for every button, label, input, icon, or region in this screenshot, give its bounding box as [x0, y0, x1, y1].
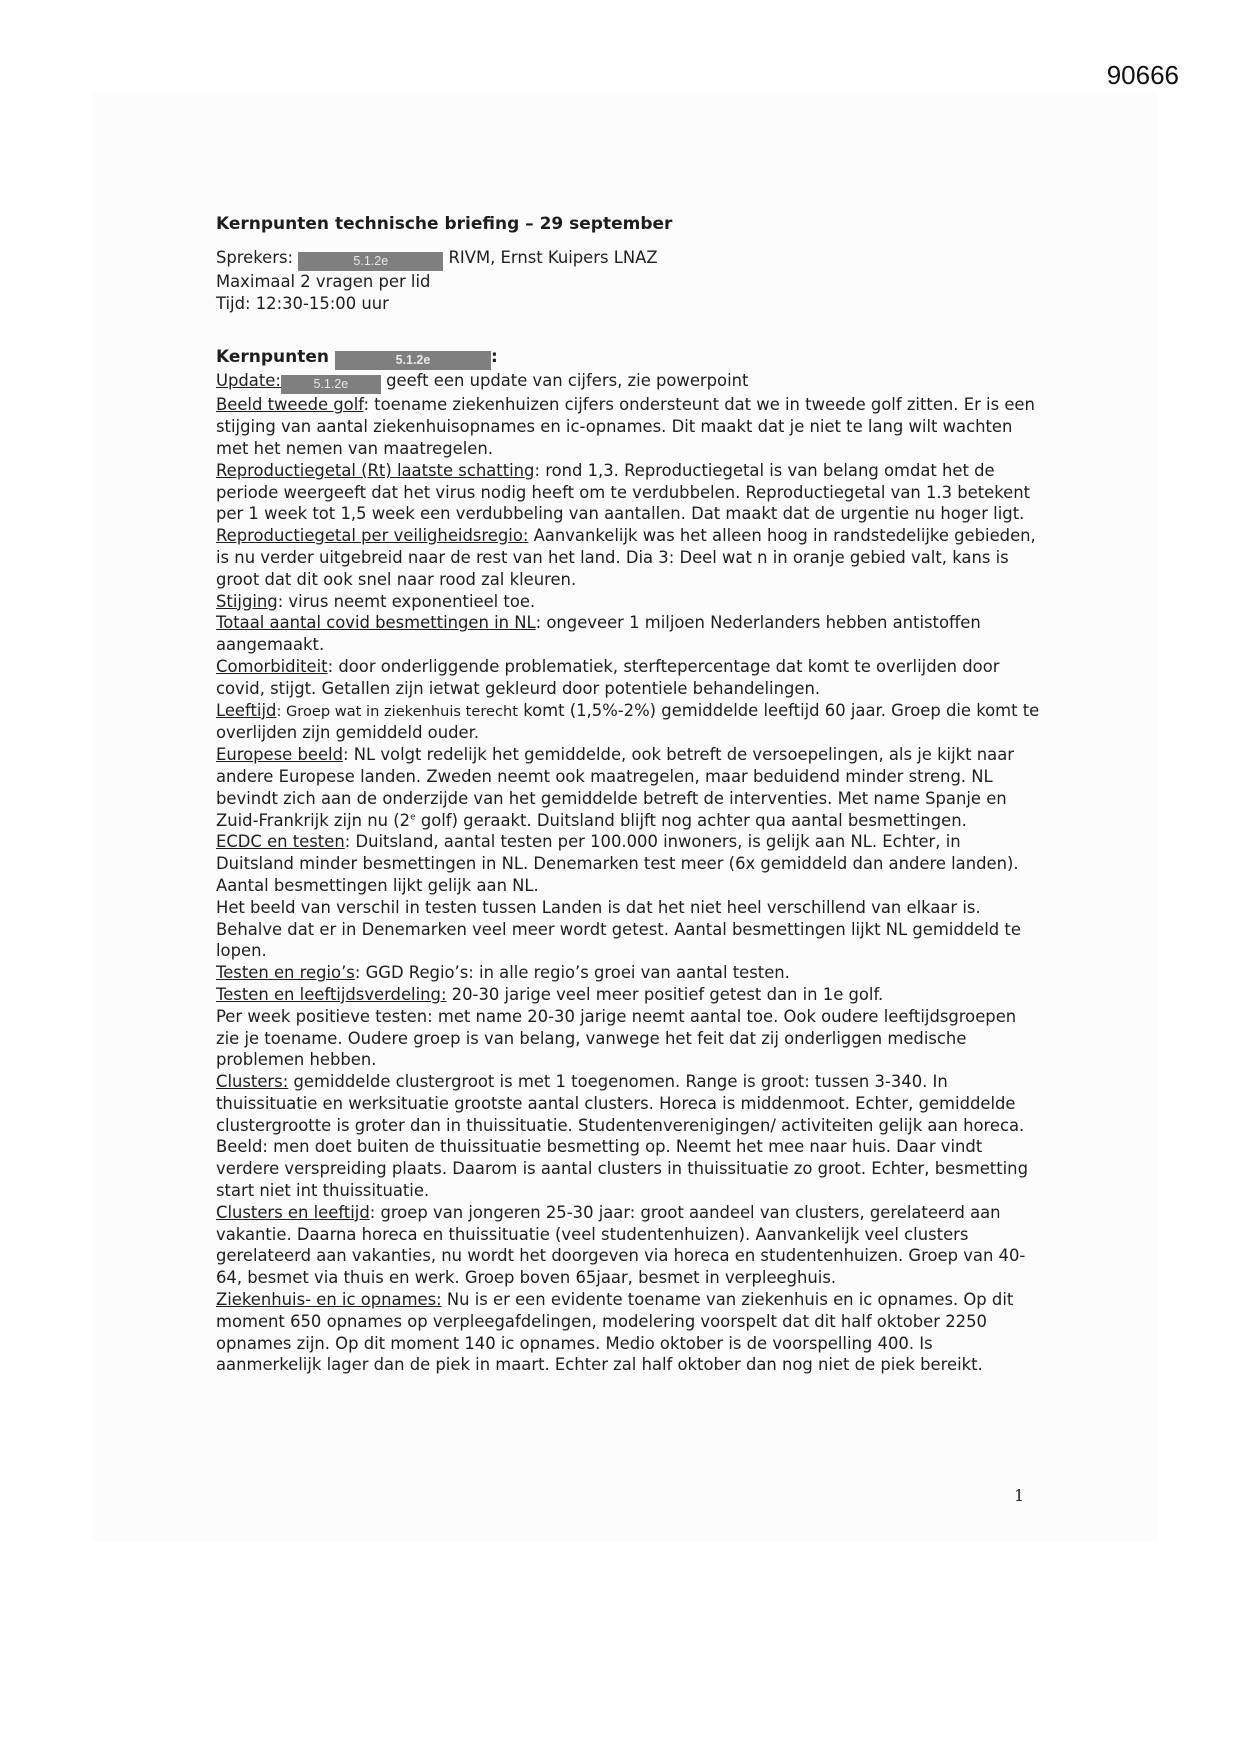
time-line: Tijd: 12:30-15:00 uur [216, 293, 389, 313]
item-text-tail: golf) geraakt. Duitsland blijft nog achter qua aantal besmettingen. [415, 810, 967, 830]
questions-line: Maximaal 2 vragen per lid [216, 271, 431, 291]
update-line [216, 370, 1040, 394]
item-label: Europese beeld [216, 745, 344, 765]
item-totaal-besmettingen [216, 612, 1040, 656]
kernpunten-colon: : [490, 347, 498, 368]
item-europese-beeld [216, 744, 1040, 831]
item-label: Beeld tweede golf [216, 395, 364, 415]
item-text: : GGD Regio’s: in alle regio’s groei van aantal testen. [354, 963, 790, 983]
item-text: : Duitsland, aantal testen per 100.000 inwoners, is gelijk aan NL. Echter, in Duitsland minder besmettingen in NL. Denemarken test meer (6x gemiddeld dan andere landen). Aantal besmettingen lijkt gelijk aan NL. [216, 832, 1019, 895]
document-content [216, 214, 1040, 1376]
item-label: Clusters en leeftijd [216, 1202, 370, 1222]
item-stijging [216, 591, 1040, 613]
item-label: Reproductiegetal (Rt) laatste schatting [216, 460, 535, 480]
redaction-box: 5.1.2e [298, 252, 443, 271]
superscript: e [410, 812, 416, 823]
redaction-box: 5.1.2e [281, 375, 381, 394]
speakers-rest: RIVM, Ernst Kuipers LNAZ [448, 247, 658, 267]
item-text: : NL volgt redelijk het gemiddelde, ook betreft de versoepelingen, als je kijkt naar andere Europese landen. Zweden neemt ook maatregelen, maar beduidend minder streng. NL bevindt zich aan de onderzijde van het gemiddelde betreft de interventies. Met name Spanje en Zuid-Frankrijk zijn nu (2 [216, 745, 1015, 830]
item-text: : groep van jongeren 25-30 jaar: groot aandeel van clusters, gerelateerd aan vakantie. Daarna horeca en thuissituatie (veel studentenhuizen). Aanvankelijk veel clusters gerelateerd aan vakanties, nu wordt het doorgeven via horeca en studentenhuizen. Groep van 40-64, besmet via thuis en werk. Groep boven 65jaar, besmet in verpleeghuis. [216, 1202, 1026, 1288]
item-label: Comorbiditeit [216, 656, 328, 676]
item-label: Testen en regio’s [216, 963, 355, 983]
item-text: gemiddelde clustergroot is met 1 toegenomen. Range is groot: tussen 3-340. In thuissituatie en werksituatie grootste aantal clusters. Horeca is middenmoot. Echter, gemiddelde clustergrootte is groter dan in thuissituatie. Studentenverenigingen/ activiteiten gelijk aan horeca. Beeld: men doet buiten de thuissituatie besmetting op. Neemt het mee naar huis. Daar vindt verdere verspreiding plaats. Daarom is aantal clusters in thuissituatie zo groot. Echter, besmetting start niet int thuissituatie. [216, 1072, 1028, 1201]
item-leeftijd [216, 700, 1040, 745]
meta-block [216, 247, 1040, 315]
document-title: Kernpunten technische briefing – 29 september [216, 214, 673, 234]
item-comorbiditeit [216, 656, 1040, 700]
item-label: Leeftijd [216, 700, 277, 720]
page-number: 1 [1014, 1486, 1025, 1505]
item-testen-regios [216, 962, 1040, 984]
item-text: : virus neemt exponentieel toe. [277, 591, 536, 611]
item-clusters-leeftijd [216, 1202, 1040, 1289]
item-text: Nu is er een evidente toename van ziekenhuis en ic opnames. Op dit moment 650 opnames op verpleegafdelingen, modelering voorspelt dat dit half oktober 2250 opnames zijn. Op dit moment 140 ic opnames. Medio oktober is de voorspelling 400. Is aanmerkelijk lager dan de piek in maart. Echter zal half oktober dan nog niet de piek bereikt. [216, 1290, 1014, 1375]
update-label: Update: [216, 371, 281, 391]
item-text: : toename ziekenhuizen cijfers ondersteunt dat we in tweede golf zitten. Er is een stijging van aantal ziekenhuisopnames en ic-opnames. Dit maakt dat je niet te lang wilt wachten met het nemen van maatregelen. [216, 395, 1035, 458]
item-ecdc-testen [216, 831, 1040, 896]
item-label: Ziekenhuis- en ic opnames: [216, 1290, 442, 1310]
item-text-small: : Groep wat in ziekenhuis terecht [276, 702, 518, 720]
item-label: Testen en leeftijdsverdeling: [216, 984, 447, 1004]
item-positieve-testen [216, 1006, 1040, 1071]
speakers-label: Sprekers: [216, 247, 294, 267]
item-text: komt (1,5%-2%) gemiddelde leeftijd 60 jaar. Groep die komt te overlijden zijn gemiddeld ouder. [216, 700, 1040, 743]
item-label: Reproductiegetal per veiligheidsregio: [216, 526, 529, 546]
kernpunten-heading [216, 347, 1040, 370]
item-text: 20-30 jarige veel meer positief getest dan in 1e golf. [446, 984, 884, 1004]
item-reproductiegetal [216, 460, 1040, 525]
redaction-box: 5.1.2e [335, 351, 491, 370]
item-clusters [216, 1071, 1040, 1202]
kernpunten-label: Kernpunten [216, 347, 330, 368]
speakers-line [216, 247, 1040, 271]
item-reproductiegetal-regio [216, 525, 1040, 590]
item-text: Per week positieve testen: met name 20-30 jarige neemt aantal toe. Ook oudere leeftijdsgroepen zie je toename. Oudere groep is van belang, vanwege het feit dat zij onderliggen medische problemen hebben. [216, 1006, 1017, 1070]
document-number: 90666 [1106, 60, 1179, 90]
item-ziekenhuis-ic-opnames [216, 1289, 1040, 1376]
item-text: : door onderliggende problematiek, sterftepercentage dat komt te overlijden door covid, stijgt. Getallen zijn ietwat gekleurd door potentiele behandelingen. [216, 656, 1000, 698]
item-label: Stijging [216, 591, 278, 611]
item-label: Totaal aantal covid besmettingen in NL [216, 613, 536, 633]
item-beeld-verschil-testen [216, 897, 1040, 962]
item-label: Clusters: [216, 1072, 289, 1092]
update-text: geeft een update van cijfers, zie powerpoint [386, 371, 749, 391]
item-beeld-tweede-golf [216, 394, 1040, 459]
item-text: Aanvankelijk was het alleen hoog in randstedelijke gebieden, is nu verder uitgebreid naar de rest van het land. Dia 3: Deel wat n in oranje gebied valt, kans is groot dat dit ook snel naar rood zal kleuren. [216, 526, 1036, 589]
item-text: Het beeld van verschil in testen tussen Landen is dat het niet heel verschillend van elkaar is. Behalve dat er in Denemarken veel meer wordt getest. Aantal besmettingen lijkt NL gemiddeld te lopen. [216, 897, 1021, 961]
item-text: : ongeveer 1 miljoen Nederlanders hebben antistoffen aangemaakt. [216, 613, 981, 655]
item-testen-leeftijdsverdeling [216, 984, 1040, 1006]
item-label: ECDC en testen [216, 832, 345, 852]
item-text: : rond 1,3. Reproductiegetal is van belang omdat het de periode weergeeft dat het virus nodig heeft om te verdubbelen. Reproductiegetal van 1.3 betekent per 1 week tot 1,5 week een verdubbeling van aantallen. Dat maakt dat de urgentie nu hoger ligt. [216, 460, 1031, 524]
